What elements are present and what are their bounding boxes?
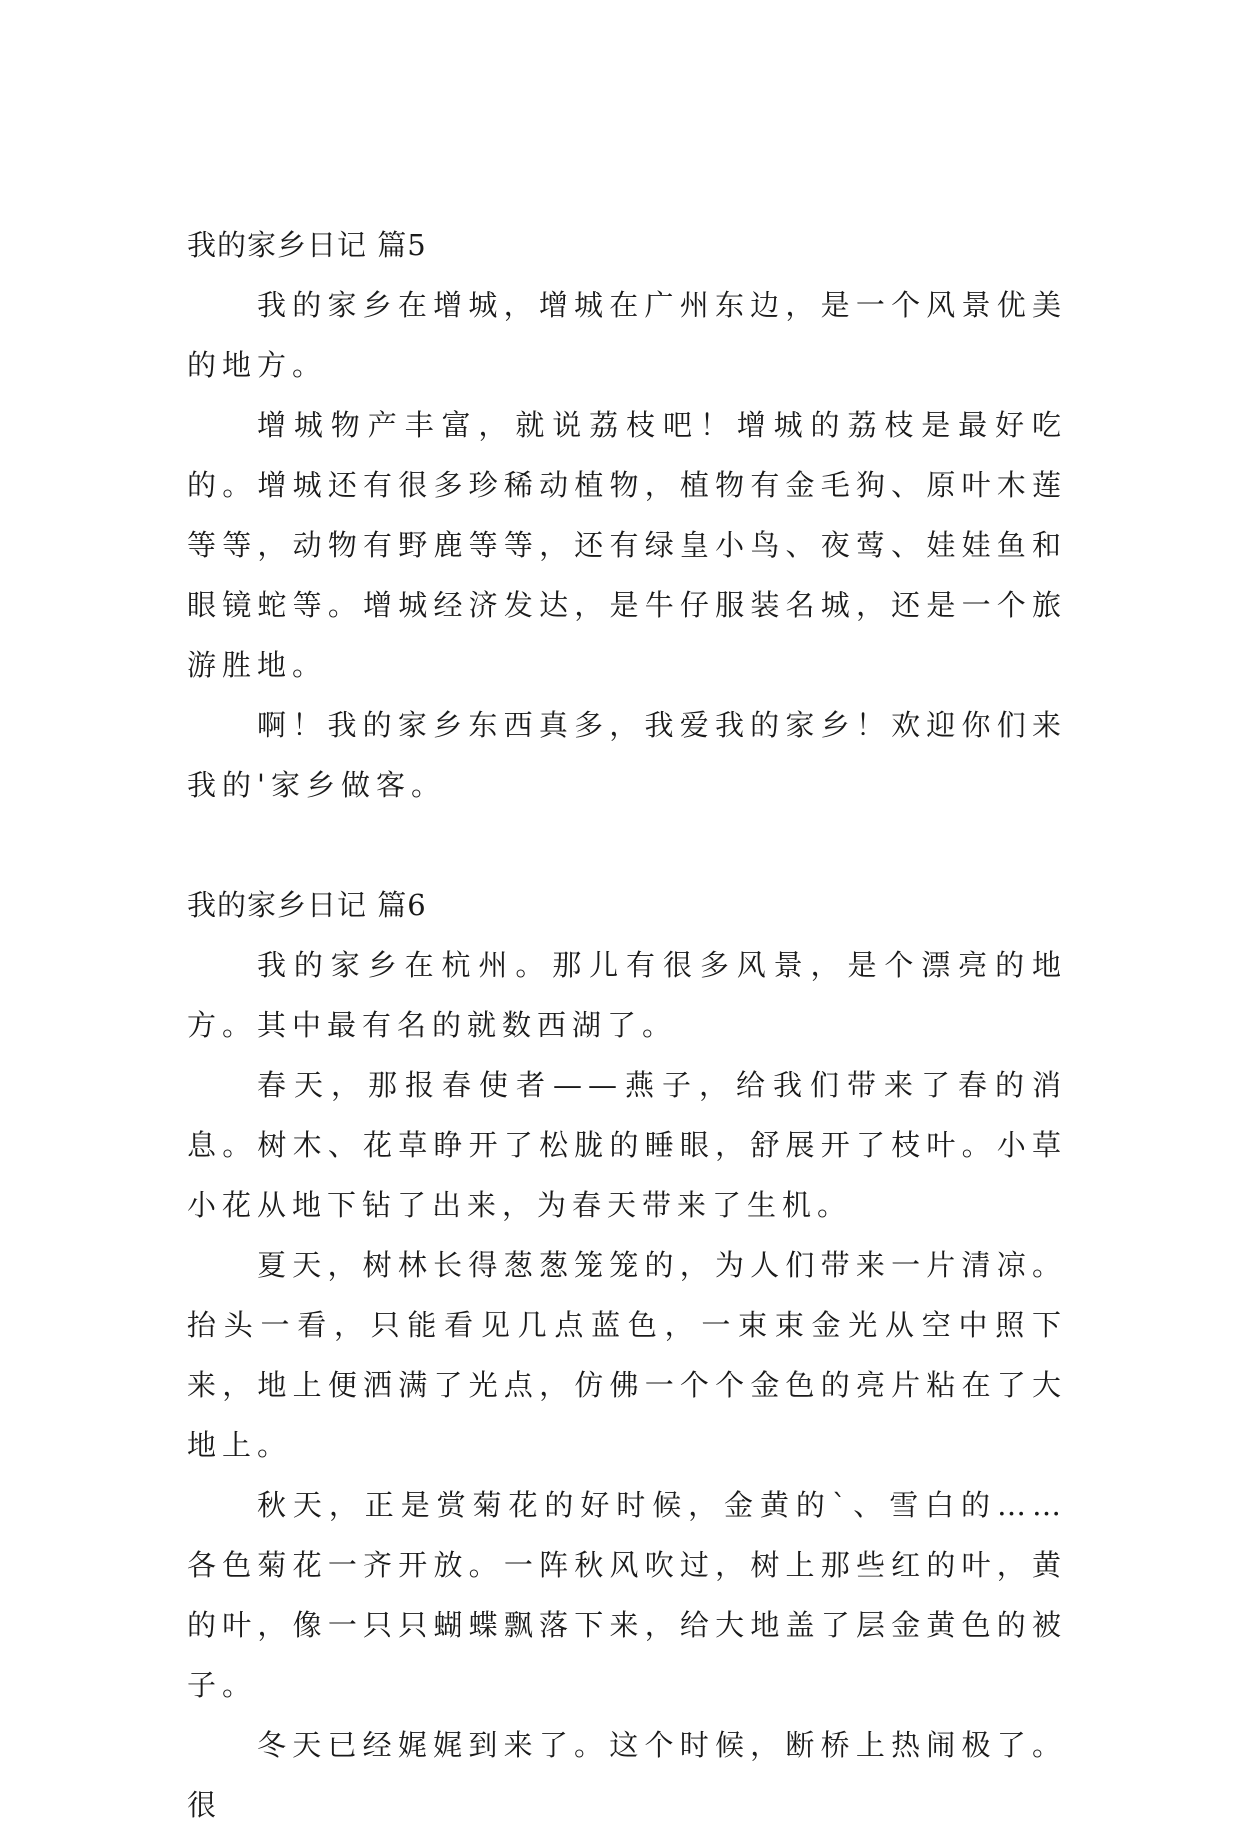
- paragraph: 春天，那报春使者——燕子，给我们带来了春的消息。树木、花草睁开了松胧的睡眼，舒展开了枝叶。小草小花从地下钻了出来，为春天带来了生机。: [187, 1068, 1067, 1222]
- paragraph: 夏天，树林长得葱葱笼笼的，为人们带来一片清凉。抬头一看，只能看见几点蓝色，一束束金光从空中照下来，地上便洒满了光点，仿佛一个个金色的亮片粘在了大地上。: [187, 1248, 1067, 1462]
- paragraph: 冬天已经娓娓到来了。这个时候，断桥上热闹极了。很: [187, 1728, 1067, 1822]
- diary-section-6: [187, 875, 1067, 1835]
- paragraph: 秋天，正是赏菊花的好时候，金黄的`、雪白的……各色菊花一齐开放。一阵秋风吹过，树上那些红的叶，黄的叶，像一只只蝴蝶飘落下来，给大地盖了层金黄色的被子。: [187, 1488, 1067, 1702]
- paragraph: 我的家乡在增城，增城在广州东边，是一个风景优美的地方。: [187, 288, 1067, 382]
- paragraph: 啊！我的家乡东西真多，我爱我的家乡！欢迎你们来我的'家乡做客。: [187, 708, 1067, 802]
- section-title: 我的家乡日记 篇5: [187, 228, 427, 262]
- document-body: [187, 215, 1067, 1835]
- diary-section-5: [187, 215, 1067, 815]
- paragraph: 我的家乡在杭州。那儿有很多风景，是个漂亮的地方。其中最有名的就数西湖了。: [187, 948, 1067, 1042]
- section-title: 我的家乡日记 篇6: [187, 888, 427, 922]
- paragraph: 增城物产丰富，就说荔枝吧！增城的荔枝是最好吃的。增城还有很多珍稀动植物，植物有金毛狗、原叶木莲等等，动物有野鹿等等，还有绿皇小鸟、夜莺、娃娃鱼和眼镜蛇等。增城经济发达，是牛仔服装名城，还是一个旅游胜地。: [187, 408, 1067, 682]
- section-divider: [187, 815, 1067, 875]
